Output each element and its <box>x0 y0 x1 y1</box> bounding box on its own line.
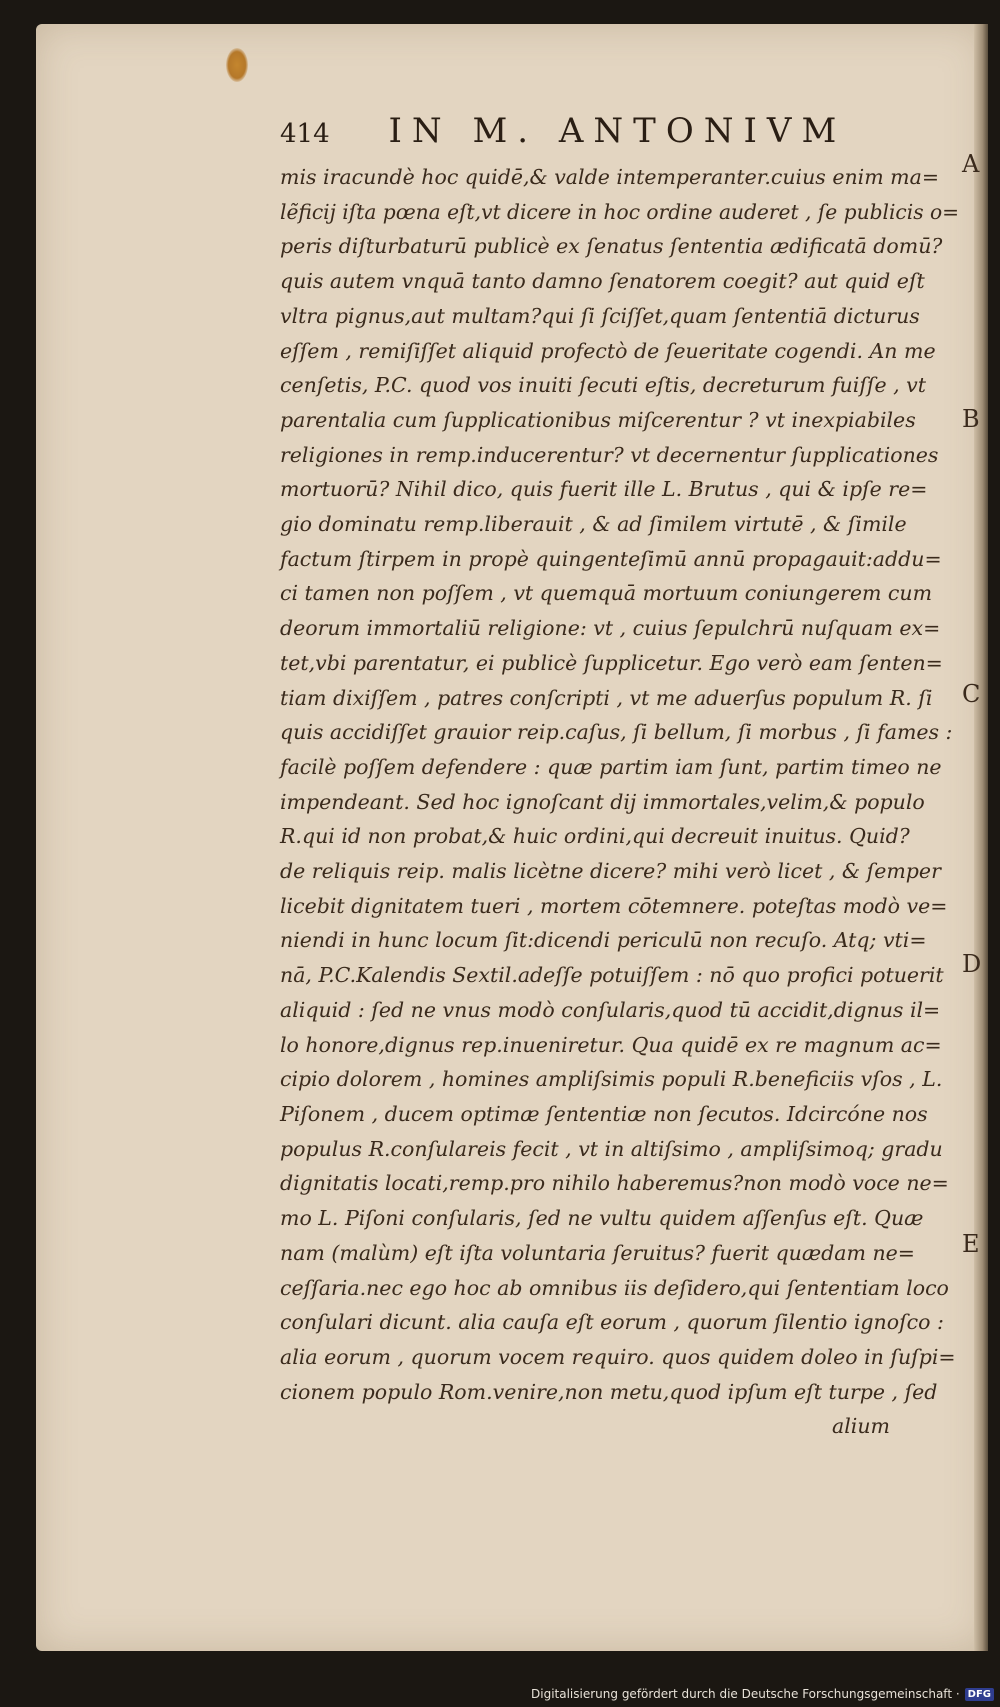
text-line: aliquid : ſed ne vnus modò conſularis,quod tū accidit,dignus il= <box>280 997 941 1022</box>
page-fold-edge <box>974 24 988 1651</box>
text-line: lẽficij iſta pœna eſt,vt dicere in hoc ordine auderet , ſe publicis o= <box>280 199 960 224</box>
dfg-logo: DFG <box>965 1688 994 1701</box>
text-line: tet,vbi parentatur, ei publicè ſupplicetur. Ego verò eam ſenten= <box>280 650 943 675</box>
margin-letter-e: E <box>962 1230 980 1258</box>
text-line: facilè poſſem defendere : quæ partim iam ſunt, partim timeo ne <box>280 754 942 779</box>
text-line: conſulari dicunt. alia cauſa eſt eorum , quorum ſilentio ignoſco : <box>280 1310 944 1335</box>
text-line: impendeant. Sed hoc ignoſcant dij immortales,velim,& populo <box>280 789 925 814</box>
text-line: quis accidiſſet grauior reip.caſus, ſi bellum, ſi morbus , ſi fames : <box>280 720 953 745</box>
text-line: dignitatis locati,remp.pro nihilo haberemus?non modò voce ne= <box>280 1171 949 1196</box>
text-line: mortuorū? Nihil dico, quis fuerit ille L. Brutus , qui & ipſe re= <box>280 477 928 502</box>
text-line: vltra pignus,aut multam?qui ſi ſciſſet,quam ſententiā dicturus <box>280 303 920 328</box>
text-line: cionem populo Rom.venire,non metu,quod ipſum eſt turpe , ſed <box>280 1379 938 1404</box>
text-line: gio dominatu remp.liberauit , & ad ſimilem virtutē , & ſimile <box>280 512 907 537</box>
text-line: populus R.conſulareis fecit , vt in altiſsimo , ampliſsimoq; gradu <box>280 1136 943 1161</box>
text-line: ci tamen non poſſem , vt quemquā mortuum coniungerem cum <box>280 581 933 606</box>
text-line: factum ſtirpem in propè quingenteſimū annū propagauit:addu= <box>280 546 942 571</box>
text-line: cipio dolorem , homines ampliſsimis populi R.beneficiis vſos , L. <box>280 1067 943 1092</box>
margin-letter-d: D <box>962 950 982 978</box>
text-line: nā, P.C.Kalendis Sextil.adeſſe potuiſſem : nō quo profici potuerit <box>280 963 944 988</box>
margin-letter-b: B <box>962 405 980 433</box>
text-line: nam (malùm) eſt iſta voluntaria ſeruitus? fuerit quædam ne= <box>280 1240 915 1265</box>
credit-text: Digitalisierung gefördert durch die Deutsche Forschungsgemeinschaft · <box>531 1687 960 1701</box>
running-title: IN M. ANTONIVM <box>388 111 847 151</box>
text-line: de reliquis reip. malis licètne dicere? mihi verò licet , & ſemper <box>280 859 941 884</box>
text-line: deorum immortaliū religione: vt , cuius ſepulchrū nuſquam ex= <box>280 616 941 641</box>
text-line: alium <box>832 1414 890 1439</box>
text-line: R.qui id non probat,& huic ordini,qui decreuit inuitus. Quid? <box>280 824 910 849</box>
text-line: lo honore,dignus rep.inueniretur. Qua quidē ex re magnum ac= <box>280 1032 942 1057</box>
text-line: tiam dixiſſem , patres conſcripti , vt me aduerſus populum R. ſi <box>280 685 933 710</box>
margin-letter-c: C <box>962 680 981 708</box>
digitization-credit <box>531 1687 994 1701</box>
page-number: 414 <box>280 119 330 149</box>
page-header <box>280 111 846 151</box>
ink-stain <box>226 48 248 82</box>
text-line: religiones in remp.inducerentur? vt decernentur ſupplicationes <box>280 442 939 467</box>
text-line: ceſſaria.nec ego hoc ab omnibus iis deſidero,qui ſententiam loco <box>280 1275 949 1300</box>
text-line: cenſetis, P.C. quod vos inuiti ſecuti eſtis, decreturum fuiſſe , vt <box>280 373 926 398</box>
text-line: eſſem , remiſiſſet aliquid profectò de ſeueritate cogendi. An me <box>280 338 936 363</box>
text-line: parentalia cum ſupplicationibus miſcerentur ? vt inexpiabiles <box>280 407 916 432</box>
body-text <box>280 160 960 1444</box>
text-line: mis iracundè hoc quidē,& valde intemperanter.cuius enim ma= <box>280 165 940 189</box>
text-line: licebit dignitatem tueri , mortem cōtemnere. poteſtas modò ve= <box>280 893 948 918</box>
text-line: mo L. Piſoni conſularis, ſed ne vultu quidem aſſenſus eſt. Quæ <box>280 1206 924 1231</box>
text-line: niendi in hunc locum ſit:dicendi periculū non recuſo. Atq; vti= <box>280 928 927 953</box>
margin-letter-a: A <box>962 150 980 178</box>
text-line: Piſonem , ducem optimæ ſententiæ non ſecutos. Idcircóne nos <box>280 1101 928 1126</box>
text-line: peris diſturbaturū publicè ex ſenatus ſententia ædificatā domū? <box>280 234 943 259</box>
text-line: alia eorum , quorum vocem requiro. quos quidem doleo in ſuſpi= <box>280 1344 956 1369</box>
text-line: quis autem vnquā tanto damno ſenatorem coegit? aut quid eſt <box>280 269 925 294</box>
